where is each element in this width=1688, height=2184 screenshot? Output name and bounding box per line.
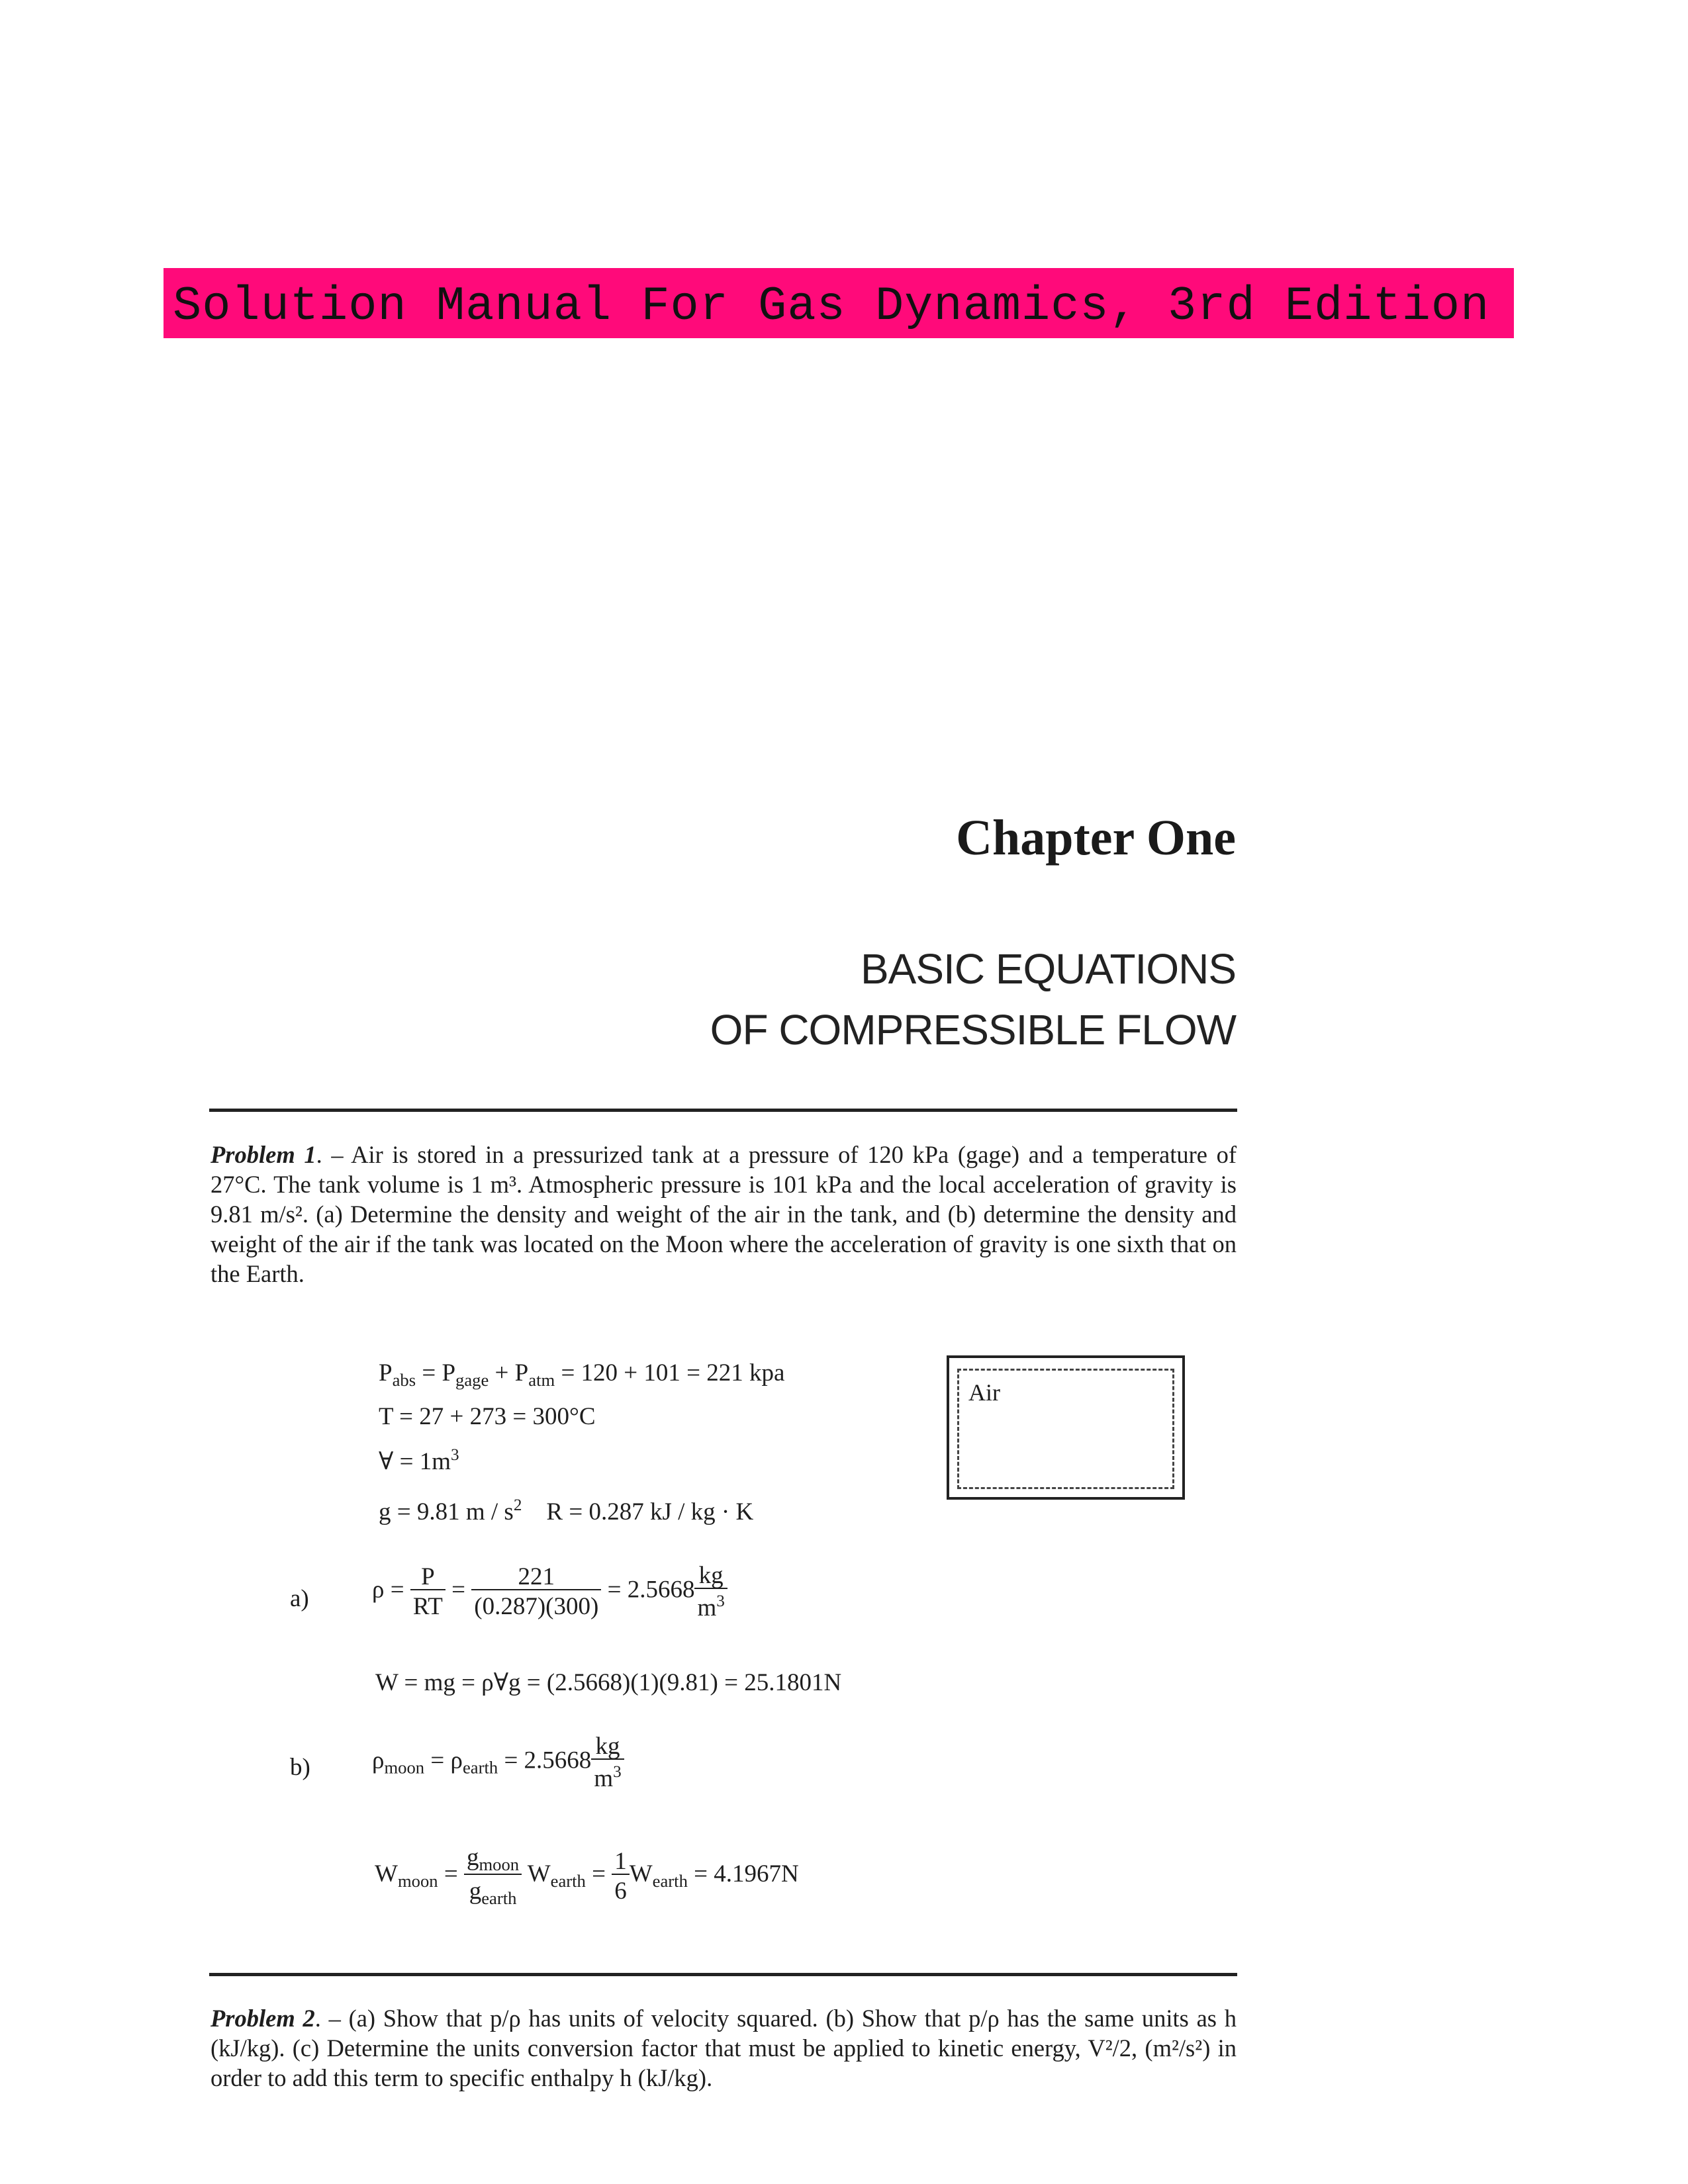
equation-gravity: g = 9.81 m / s — [379, 1498, 514, 1525]
air-label: Air — [968, 1379, 1000, 1406]
weight-moon-result: = 4.1967N — [694, 1860, 799, 1888]
equation-gas-constant: R = 0.287 kJ / kg · K — [546, 1498, 754, 1525]
density-result: = 2.5668 — [607, 1576, 695, 1604]
part-b-label: b) — [290, 1754, 310, 1781]
divider-bottom — [209, 1973, 1237, 1976]
problem-2-text: . – (a) Show that p/ρ has units of velocity squared. (b) Show that p/ρ has the same units as h (kJ/kg). (c) Determine the units conversion factor that must be applied to kinetic energy, V²/2, (m²/s²) in order to add this term to specific enthalpy h (kJ/kg). — [211, 2005, 1237, 2091]
equation-volume: ∀ = $1m^3$ — [379, 1446, 459, 1475]
part-a-label: a) — [290, 1585, 309, 1612]
equation-pabs-rhs: = 120 + 101 = 221 kpa — [561, 1359, 785, 1387]
equation-weight: W = mg = ρ∀g = (2.5668)(1)(9.81) = 25.1801N — [375, 1669, 842, 1696]
equation-density-moon: $\rho_{moon} = \rho_{earth} = 2.5668$ $\frac{kg}{m^3}$ — [372, 1734, 624, 1791]
section-title-line-2: OF COMPRESSIBLE FLOW — [710, 1006, 1236, 1054]
air-tank-boundary — [957, 1369, 1174, 1489]
density-unit-m: m — [697, 1594, 717, 1621]
density-numerator-value: 221 — [518, 1563, 555, 1590]
banner-title: Solution Manual For Gas Dynamics, 3rd Edition — [173, 279, 1490, 334]
problem-1-text: . – Air is stored in a pressurized tank at a pressure of 120 kPa (gage) and a temperature of 27°C. The tank volume is 1 m³. Atmospheric pressure is 101 kPa and the local acceleration of gravity is 9.81 m/s². (a) Determine the density and weight of the air in the tank, and (b) determine the density and weight of the air if the tank was located on the Moon where the acceleration of gravity is one sixth that on the Earth. — [211, 1141, 1237, 1287]
problem-1-statement — [211, 1140, 1237, 1289]
section-title — [574, 938, 1236, 1060]
density-numerator-p: P — [421, 1563, 435, 1590]
chapter-title: Chapter One — [956, 810, 1236, 866]
title-banner — [164, 268, 1514, 338]
equation-temperature: T = 27 + 273 = 300°C — [379, 1403, 596, 1430]
problem-2-label: Problem 2 — [211, 2005, 315, 2032]
equation-density: ρ = $\frac{P}{RT}$ = $\frac{221}{(0.287)(300)}$ = 2.5668 $\frac{kg}{m^3}$ — [372, 1563, 727, 1620]
equation-gravity-gas-constant: g = 9.81 m / $s^2$ R = 0.287 kJ / kg · K — [379, 1496, 754, 1525]
problem-2-statement — [211, 2003, 1237, 2093]
problem-1-label: Problem 1 — [211, 1141, 316, 1168]
density-unit-kg: kg — [698, 1562, 724, 1589]
density-moon-unit-m: m — [594, 1764, 614, 1792]
equation-weight-moon: $W_{moon}$ = $\frac{g_{moon}}{g_{earth}}$ $W_{earth}$ = $\frac{1}{6}$ $W_{earth} = 4.1967N$ — [375, 1844, 799, 1908]
section-title-line-1: BASIC EQUATIONS — [860, 945, 1236, 993]
density-moon-unit-kg: kg — [595, 1733, 620, 1760]
air-tank-diagram — [947, 1355, 1185, 1500]
density-denominator-value: (0.287)(300) — [471, 1589, 601, 1619]
density-moon-result: = 2.5668 — [504, 1747, 592, 1774]
equation-volume-text: ∀ = 1m — [379, 1447, 451, 1475]
density-denominator-rt: RT — [410, 1589, 445, 1619]
equation-pabs: $P_{abs} = P_{gage} + P_{atm} = 120 + 101 = 221$ kpa — [379, 1359, 785, 1390]
divider-top — [209, 1109, 1237, 1112]
